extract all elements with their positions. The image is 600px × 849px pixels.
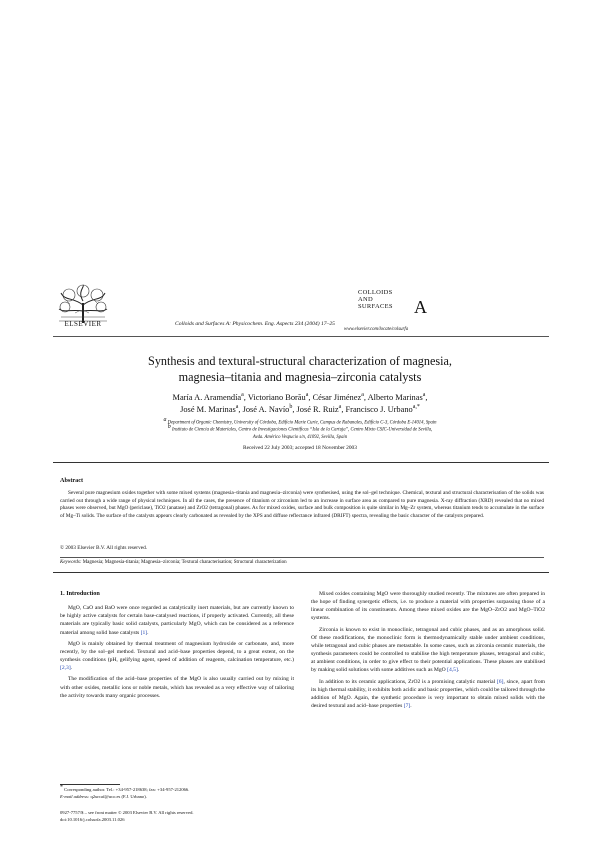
email-label: E-mail address: — [60, 793, 90, 799]
paragraph — [60, 640, 294, 673]
body-right-column — [311, 590, 545, 713]
citation-link[interactable]: [6] — [496, 678, 504, 685]
issn-doi — [60, 810, 294, 824]
paragraph: Mixed oxides containing MgO were thoroughly studied recently. The mixtures are often prepared in the hope of finding synergetic effects, i.e. to produce a material with properties surpassing those of a linear combination of its constituents. Among these mixed oxides are the MgO–ZrO2 and MgO–TiO2 systems. — [311, 591, 545, 622]
author-affil-mark[interactable]: b — [289, 404, 293, 411]
copyright-notice: © 2003 Elsevier B.V. All rights reserved. — [60, 545, 148, 551]
paragraph-text: . — [70, 665, 73, 672]
affiliation-b — [120, 424, 480, 434]
body-left-column — [60, 590, 294, 703]
journal-logo-letter: A — [414, 297, 427, 317]
footnote-text: Corresponding author. Tel.: +34-957-218638; fax: +34-957-212066. — [64, 787, 190, 792]
footnote-mark: * — [60, 784, 63, 791]
author-affil-mark[interactable]: a — [361, 392, 364, 399]
title-line-1: Synthesis and textural-structural characterization of magnesia, — [148, 354, 452, 368]
affiliation-a-text: Department of Organic Chemistry, University of Córdoba, Edificio Marie Curie, Campus de Rabanales, Edificio C-3, Córdoba E-14014, Spain — [167, 420, 437, 426]
author-affil-mark[interactable]: a — [241, 392, 244, 399]
section-heading-introduction: 1. Introduction — [60, 590, 100, 597]
paragraph — [311, 626, 545, 675]
author-name: José R. Ruiz — [296, 405, 339, 414]
doi-link[interactable]: doi:10.1016/j.colsurfa.2003.11.026 — [60, 816, 125, 822]
author-name: Victoriano Borău — [247, 393, 306, 402]
paragraph: The modification of the acid–base properties of the MgO is also usually carried out by mixing it with other oxides, metallic ions or noble metals, which has revealed as a very effective way of tailoring the activity towards many organic processes. — [60, 676, 294, 699]
paragraph-text: MgO, CaO and BaO were once regarded as catalytically inert materials, but are currently known to be highly active catalysts for certain base-catalysed reactions, if properly activated. Currently, all these materials are typically basic solid catalysts, particularly MgO, which can be considered as a reference material among solid base catalysts — [60, 605, 294, 636]
email-link[interactable]: q2urcaf@uco.es (F.J. Urbano). — [90, 793, 147, 799]
author-separator: , — [243, 393, 248, 402]
abstract-top-rule — [53, 462, 549, 463]
keywords — [60, 560, 544, 565]
author-name: María A. Aramendía — [172, 393, 242, 402]
citation-link[interactable]: [4,5] — [447, 667, 458, 674]
author-affil-mark[interactable]: a — [305, 392, 309, 399]
author-separator: , — [341, 405, 346, 414]
journal-logo-line-2: AND — [358, 295, 373, 303]
journal-reference: Colloids and Surfaces A: Physicochem. Eng. Aspects 234 (2004) 17–25 — [175, 321, 335, 327]
footnote-email — [60, 794, 294, 801]
paragraph-text: . — [410, 703, 412, 710]
affiliation-mark: a — [163, 417, 167, 423]
paragraph-text: . — [457, 667, 460, 674]
title-line-2: magnesia–titania and magnesia–zirconia catalysts — [178, 370, 422, 384]
keywords-label: Keywords: — [60, 560, 82, 565]
affiliations — [120, 417, 480, 442]
received-dates: Received 22 July 2003; accepted 18 November 2003 — [243, 445, 357, 451]
journal-logo — [358, 290, 450, 320]
journal-logo-line-1: COLLOIDS — [358, 289, 393, 296]
citation-link[interactable]: [1] — [140, 629, 148, 636]
journal-url-link[interactable]: www.elsevier.com/locate/colsurfa — [344, 327, 409, 332]
keywords-list: Magnesia; Magnesia-titania; Magnesia–zirconia; Textural characterisation; Structural characterization — [82, 560, 287, 565]
body-top-rule — [53, 572, 549, 573]
author-list — [70, 392, 530, 416]
author-name: José A. Navío — [242, 405, 290, 414]
author-affil-mark[interactable]: a — [235, 404, 239, 411]
abstract-text: Several pure magnesium oxides together with some mixed systems (magnesia–titania and magnesia–zirconia) were synthesised, using the sol–gel technique. Chemical, textural and structural characterisation of the solids was carried out through a wide range of physical techniques. In all the cases, the presence of titanium or zirconium led to an increase in surface area as compared to pure magnesia. X-ray diffraction (XRD) revealed that no mixed phases were observed, but MgO (periclase), TiO2 (anatase) and ZrO2 (tetragonal) phases. As for mixed oxides, surface and bulk composition is quite similar in Mg–Zr system, whereas titanium tends to accumulate in the surface of Mg–Ti solids. The surface of the catalysts appears clearly carbonated as revealed by the XPS and diffuse reflectance infrared (DRIFT) spectra, revealing the basic character of the catalysts prepared. — [60, 490, 544, 519]
header-divider — [53, 336, 549, 337]
paragraph-text: In addition to its ceramic applications, ZrO2 is a promising catalytic material — [319, 678, 497, 685]
author-separator: , — [308, 393, 313, 402]
paragraph — [311, 678, 545, 711]
affiliation-mark: b — [167, 424, 171, 431]
issn-line: 0927-7757/$ – see front matter © 2003 Elsevier B.V. All rights reserved. — [60, 810, 194, 815]
affiliation-b-text-2: Avda. Américo Vespucio s/n, 41092, Sevilla, Spain — [252, 434, 348, 440]
author-separator: , — [425, 393, 428, 402]
abstract-heading: Abstract — [60, 477, 84, 484]
citation-link[interactable]: [2,3] — [60, 665, 71, 672]
paragraph-text: MgO is mainly obtained by thermal treatment of magnesium hydroxide or carbonate, and, more recently, by the sol–gel method. Textural and acid–base properties depend, to a great extent, on the synthesis conditions (pH, gelifying agent, speed of addition of reagents, calcination temperature, etc.) — [60, 640, 294, 664]
paragraph-text: , since, apart from its high thermal stability, it exhibits both acidic and basic properties, which could be tailored through the addition of MgO. Again, the synthetic procedure is very important to obtain mixed solids with the desired textural and acid–base properties — [311, 678, 545, 710]
paper-title — [70, 353, 530, 385]
paragraph-text: . — [147, 629, 149, 636]
author-name: Alberto Marinas — [367, 393, 423, 402]
paragraph — [60, 604, 294, 637]
journal-logo-line-3: SURFACES — [358, 302, 393, 310]
author-name: Francisco J. Urbano — [345, 405, 413, 414]
publisher-name: ELSEVIER — [64, 320, 102, 328]
author-line-1 — [70, 392, 530, 404]
author-separator: , — [238, 405, 243, 414]
author-separator: , — [363, 393, 368, 402]
affiliation-b-text-1: Instituto de Ciencia de Materiales, Centro de Investigaciones Científicas “Isla de la Cartuja”, Centro Mixto CSIC-Universidad de Sevilla, — [171, 427, 433, 433]
author-affil-mark[interactable]: a — [338, 404, 342, 411]
affiliation-a — [120, 417, 480, 427]
keywords-rule — [60, 557, 544, 558]
footnote-corresponding — [60, 784, 294, 794]
author-name: José M. Marinas — [180, 405, 236, 414]
author-name: César Jiménez — [312, 393, 362, 402]
author-separator: , — [292, 405, 297, 414]
footnote-rule — [60, 784, 120, 785]
paragraph-text: Zirconia is known to exist in monoclinic, tetragonal and cubic phases, and as an amorphous solid. Of these modifications, the monoclinic form is thermodynamically stable under ambient conditions, while tetragonal and cubic phases are metastable. In some cases, such as zirconia ceramic materials, the synthesis parameters could be controlled to stabilise the high temperature phases, tetragonal and cubic, at ambient conditions, in order to give effect to their potential applications. These phases are stabilised by making solid solutions with some additives such as MgO — [311, 626, 545, 674]
footnote — [60, 784, 294, 801]
citation-link[interactable]: [7] — [403, 703, 411, 710]
author-line-2 — [70, 404, 530, 416]
author-affil-mark[interactable]: a — [422, 392, 426, 399]
author-affil-mark[interactable]: a,* — [412, 404, 420, 411]
